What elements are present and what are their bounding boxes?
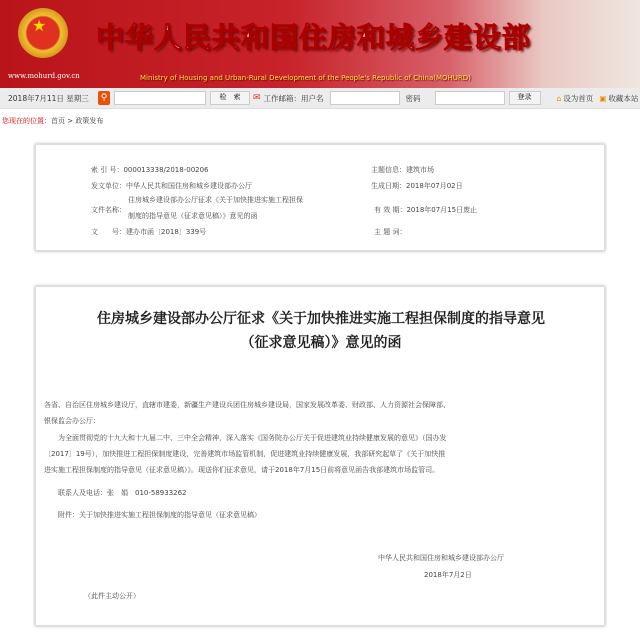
date-value: 2018年07月02日	[406, 182, 463, 190]
site-url: www.mohurd.gov.cn	[8, 72, 80, 80]
login-button[interactable]: 登录	[509, 91, 541, 105]
index-value: 000013338/2018-00206	[123, 166, 209, 174]
valid-label: 有 效 期：	[374, 206, 407, 214]
article-panel	[35, 286, 605, 626]
article-title-line1: 住房城乡建设部办公厅征求《关于加快推进实施工程担保制度的指导意见	[97, 311, 545, 327]
salutation-line1: 各省、自治区住房城乡建设厅，直辖市建委，新疆生产建设兵团住房城乡建设局，国家发展改革委、财政部、人力资源社会保障部、	[44, 401, 450, 409]
national-emblem-icon: ★	[18, 8, 68, 58]
salutation-line2: 银保监会办公厅：	[44, 417, 100, 425]
header-banner	[0, 0, 640, 88]
toolbar	[0, 88, 640, 109]
topic-value: 建筑市场	[406, 166, 434, 174]
disclosure-note: （此件主动公开）	[84, 592, 140, 600]
password-input[interactable]	[435, 91, 505, 105]
issuer-value: 中华人民共和国住房和城乡建设部办公厅	[126, 182, 252, 190]
search-input[interactable]	[114, 91, 206, 105]
site-subtitle: Ministry of Housing and Urban-Rural Development of the People's Republic of China(MOHURD)	[140, 74, 471, 82]
password-label: 密码	[405, 93, 421, 103]
date-label: 生成日期：	[371, 182, 406, 190]
index-label: 索 引 号：	[91, 166, 124, 174]
name-value-line1: 住房城乡建设部办公厅征求《关于加快推进实施工程担保	[128, 196, 303, 204]
body-line2: 〔2017〕19号），加快推进工程担保制度建设，完善建筑市场监管机制，促进建筑业持续健康发展，我部研究起草了《关于加快推	[44, 450, 446, 458]
attachment-link[interactable]: 附件：关于加快推进实施工程担保制度的指导意见（征求意见稿）	[58, 511, 261, 519]
username-input[interactable]	[330, 91, 400, 105]
doc-number-label: 文 号：	[91, 228, 126, 236]
mail-icon: ✉	[253, 93, 261, 103]
breadcrumb-label: 您现在的位置：	[2, 117, 51, 125]
name-value-line2: 制度的指导意见（征求意见稿）》意见的函	[128, 212, 258, 220]
name-label: 文件名称：	[91, 206, 126, 214]
breadcrumb-path[interactable]: 首页 > 政策发布	[51, 117, 104, 125]
topic-label: 主题信息：	[371, 166, 406, 174]
doc-number-value: 建办市函〔2018〕339号	[126, 228, 207, 236]
article-title-line2: （征求意见稿）》意见的函	[240, 335, 402, 351]
site-title: 中华人民共和国住房和城乡建设部	[96, 21, 532, 54]
valid-value: 2018年07月15日废止	[406, 206, 478, 214]
bookmark-icon: ▣	[599, 93, 607, 103]
mail-label: 工作邮箱：用户名	[263, 93, 324, 103]
keyword-label: 主 题 词：	[374, 228, 407, 236]
issuer-label: 发文单位：	[91, 182, 126, 190]
breadcrumb	[2, 116, 103, 126]
current-date: 2018年7月11日 星期三	[8, 93, 89, 103]
contact-info: 联系人及电话：张 娟 010-58933262	[58, 489, 187, 497]
body-line1: 为全面贯彻党的十九大和十九届二中、三中全会精神，深入落实《国务院办公厅关于促进建筑业持续健康发展的意见》（国办发	[58, 434, 447, 442]
document-info-panel	[35, 144, 605, 251]
signer: 中华人民共和国住房和城乡建设部办公厅	[378, 554, 504, 562]
search-icon: ⚲	[98, 91, 110, 105]
sign-date: 2018年7月2日	[424, 571, 472, 579]
home-icon: ⌂	[556, 93, 562, 103]
set-home-link[interactable]: 设为首页	[563, 93, 594, 103]
body-line3: 进实施工程担保制度的指导意见（征求意见稿）》。现送你们征求意见，请于2018年7月15日前将意见函告我部建筑市场监管司。	[44, 466, 440, 474]
bookmark-link[interactable]: 收藏本站	[608, 93, 639, 103]
search-button[interactable]: 检 索	[210, 91, 250, 105]
article-title	[36, 307, 606, 355]
